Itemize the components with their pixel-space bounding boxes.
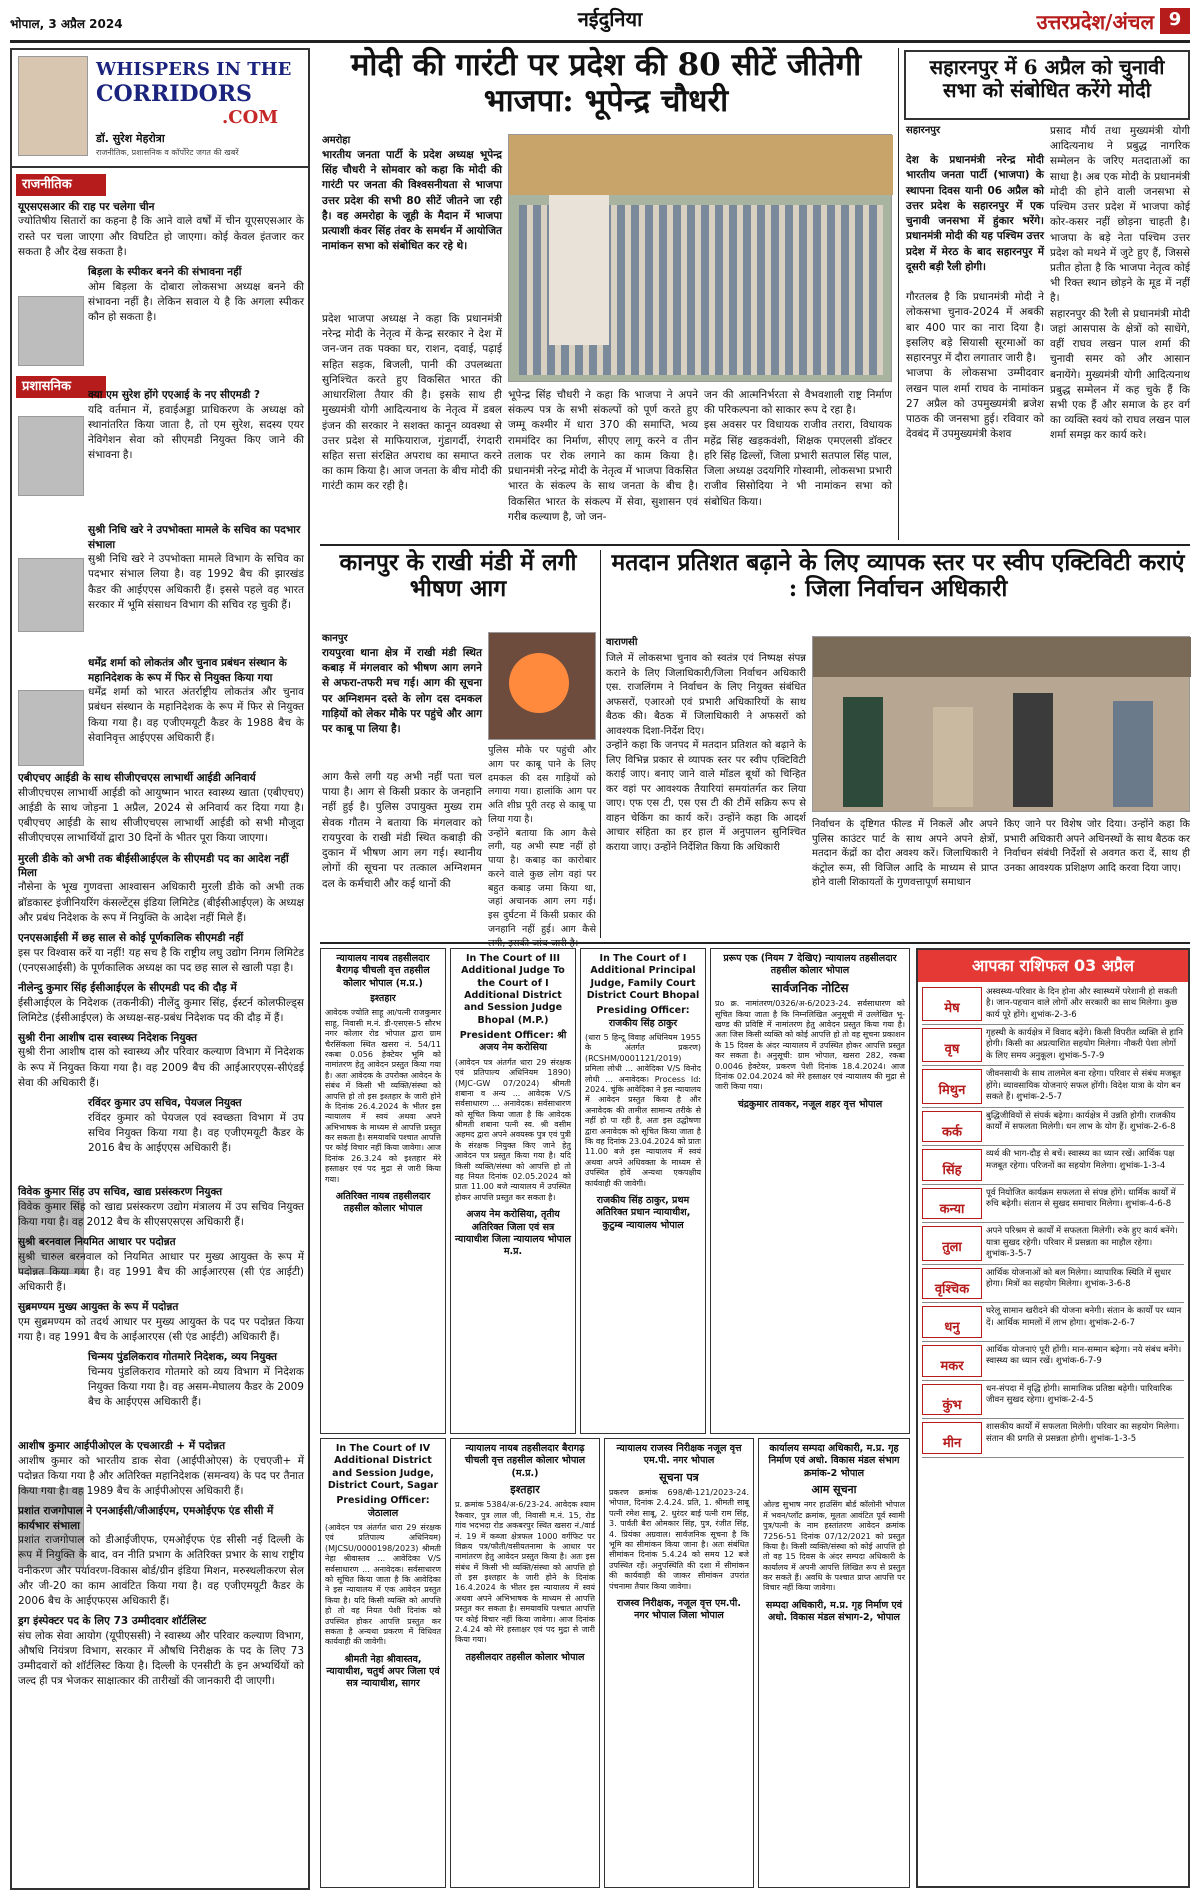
- whisper-item: सुश्री रीना आशीष दास स्वास्थ्य निदेशक नियुक्त सुश्री रीना आशीष दास को स्वास्थ्य और परिवार कल्याण विभाग में निदेशक के रूप में नियुक्त किया गया है। वह 2009 बैच की आईआरएएस-सीएंडई सेवा की अधिकारी हैं।: [18, 1031, 304, 1089]
- horoscope-title: आपका राशिफल 03 अप्रैल: [918, 950, 1188, 982]
- zodiac-sign: कुंभ धन-संपदा में वृद्धि होगी। सामाजिक प्रतिष्ठा बढ़ेगी। पारिवारिक जीवन सुखद रहेगा। शुभांक-2-4-5: [922, 1381, 1184, 1420]
- section-rule: [320, 942, 1190, 944]
- legal-notice: प्ररूप एक (नियम 7 देखिए) न्यायालय तहसीलदार तहसील कोलार भोपाल सार्वजनिक नोटिस प्रo क्र. नामांतरण/0326/अ-6/2023-24. सर्वसाधारण को सूचित किया जाता है कि निम्नलिखित अनुसूची में उल्लेखित भू-खण्ड की प्रविष्टि में नामांतरण हेतु आवेदन प्रस्तुत किया गया है। अतः जिस किसी व्यक्ति को कोई आपत्ति हो तो वह सूचना प्रकाशन के 15 दिवस के अंदर न्यायालय में उपस्थित होकर आपत्ति प्रस्तुत कर सकता है। अनुसूची: ग्राम भोपाल, खसरा 282, रकबा 0.0046 हेक्टेयर, प्रकरण पेशी दिनांक 18.4.2024। आज दिनांक 02.04.2024 को मेरे हस्ताक्षर एवं न्यायालय की मुद्रा से जारी किया गया। चंद्रकुमार तावकर, नजूल शहर वृत्त भोपाल: [710, 948, 910, 1434]
- sweep-body1: जिले में लोकसभा चुनाव को स्वतंत्र एवं निष्पक्ष संपन्न कराने के लिए जिलाधिकारी/जिला निर्वाचन अधिकारी एस. राजलिंगम ने निर्वाचन के लिए नियुक्त संबंधित अफसरों, एआरओ एवं प्रभारी अधिकारियों के साथ बैठक की। बैठक में जिलाधिकारी ने अफसरों को आवश्यक दिशा-निर्देश दिए। उन्होंने कहा कि जनपद में मतदान प्रतिशत को बढ़ाने के लिए विभिन्न प्रकार से व्यापक स्तर पर स्वीप एक्टिविटी कराई जाए। बनाए जाने वाले मॉडल बूथों को चिन्हित कर वहां पर आवश्यक तैयारियां समयांतर्गत कर लिया जाए। एफ एस टी, एस एस टी की टीमें सक्रिय रूप से वाहन चेकिंग का कार्य करें। उन्होंने कहा कि आदर्श आचार संहिता का हर हाल में अनुपालन सुनिश्चित कराया जाए। उन्होंने निर्देशित किया कि अधिकारी: [606, 653, 806, 853]
- lead-headline: मोदी की गारंटी पर प्रदेश की 80 सीटें जीतेगी भाजपा: भूपेन्द्र चौधरी: [350, 47, 862, 119]
- political-label: राजनीतिक: [16, 174, 106, 196]
- col-rule: [898, 48, 899, 540]
- whisper-item: नीलेन्दु कुमार सिंह ईसीआईएल के सीएमडी पद की दौड़ में ईसीआईएल के निदेशक (तकनीकी) नीलेंदु कुमार सिंह, ईस्टर्न कोलफील्ड्स लिमिटेड (ईसीआईएल) के अध्यक्ष-सह-प्रबंध निदेशक पद की दौड़ में हैं।: [18, 982, 304, 1024]
- whispers-column: [10, 48, 310, 1890]
- legal-notice: न्यायालय नायब तहसीलदार बैरागढ़ चीचली वृत्त तहसील कोलार भोपाल (म.प्र.) इश्तहार आवेदक ज्योति साहू आ/पत्नी राजकुमार साहू, निवासी म.नं. डी-एसएस-5 सौरभ नगर कोलार रोड भोपाल द्वारा ग्राम चैरसिंकला स्थित खसरा नं. 54/11 रकबा 0.056 हेक्टेयर भूमि को नामांतरण हेतु आवेदन प्रस्तुत किया गया है। अतः आवेदक के उपरोक्त आवेदन के संबंध में किसी भी व्यक्ति/संस्था को आपत्ति हो तो इस इश्तहार के जारी होने के दिनांक 26.4.2024 के भीतर इस न्यायालय में स्वयं अथवा अपने अभिभाषक के माध्यम से आपत्ति प्रस्तुत कर सकता है। समयावधि पश्चात आपत्ति पर कोई विचार नहीं किया जावेगा। आज दिनांक 26.3.24 को इश्तहार मेरे हस्ताक्षर एवं पद मुद्रा से जारी किया गया। अतिरिक्त नायब तहसीलदार तहसील कोलार भोपाल: [320, 948, 446, 1434]
- page-header: [10, 6, 1190, 38]
- whisper-item: बिड़ला के स्पीकर बनने की संभावना नहीं ओम बिड़ला के दोबारा लोकसभा अध्यक्ष बनने की संभावना नहीं है। लेकिन सवाल ये है कि अगला स्पीकर कौन हो सकता है।: [88, 266, 304, 324]
- kanpur-intro: रायपुरवा थाना क्षेत्र में राखी मंडी स्थित कबाड़ में मंगलवार को भीषण आग लगने से अफरा-तफरी मच गई। आग की सूचना पर अग्निशमन दस्ते के लोग दस दमकल गाड़ियों को लेकर मौके पर पहुंचे और आग पर काबू पा लिया है।: [322, 647, 482, 736]
- whisper-item: सुश्री बरनवाल नियमित आधार पर पदोन्नत सुश्री चारुल बरनवाल को नियमित आधार पर मुख्य आयुक्त के रूप में पदोन्नत किया गया है। वह 1991 बैच की आईआरएस (सी एंड आईटी) अधिकारी हैं।: [18, 1236, 304, 1293]
- sweep-body2: निर्वाचन के दृष्टिगत फील्ड में निकलें और अपने पुलिस काउंटर पार्ट के साथ अपने अपने क्षेत्रों, मतदान केंद्रों का दौरा अवश्य करें। जिलाधिकारी ने कंट्रोल रूम, सी विजिल आदि के माध्यम से प्राप्त होने वाली शिकायतों के गुणवत्तापूर्ण समाधान: [812, 819, 998, 888]
- whispers-logo-block: [12, 50, 308, 168]
- whisper-item: ड्रग इंस्पेक्टर पद के लिए 73 उम्मीदवार शॉर्टलिस्ट संघ लोक सेवा आयोग (यूपीएससी) ने स्वास्थ्य और परिवार कल्याण विभाग, औषधि नियंत्रण विभाग, सरकार में औषधि निरीक्षक के पद के लिए 73 उम्मीदवारों को शॉर्टलिस्ट किया है। दिल्ली के एनसीटी के इन अभ्यर्थियों को जल्द ही पत्र भेजकर साक्षात्कार की तारीखों की जानकारी दी जाएगी।: [18, 1615, 304, 1688]
- lead-photo: [508, 134, 892, 382]
- whisper-item: विवेक कुमार सिंह उप सचिव, खाद्य प्रसंस्करण नियुक्त विवेक कुमार सिंह को खाद्य प्रसंस्करण उद्योग मंत्रालय में उप सचिव नियुक्त किया गया है। वह 2012 बैच के सीएसएसएस अधिकारी हैं।: [18, 1186, 304, 1228]
- saharanpur-col2: प्रसाद मौर्य तथा मुख्यमंत्री योगी आदित्यनाथ ने प्रबुद्ध नागरिक सम्मेलन के जरिए मतदाताओं का साधा है। अब एक मोदी के प्रधानमंत्री मोदी की होने वाली जनसभा से पश्चिम उत्तर प्रदेश में भाजपा कोई कोर-कसर नहीं छोड़ना चाहती है। भाजपा के बड़े नेता पश्चिम उत्तर प्रदेश को मथने में जुटे हुए हैं, जिससे प्रतीत होता है कि भाजपा नेतृत्व कोई भी रिक्त स्थान छोड़ने के मूड में नहीं है। सहारनपुर की रैली से प्रधानमंत्री मोदी जहां आसपास के क्षेत्रों को साधेंगे, वहीं राघव लखन पाल शर्मा की चुनावी समर को और आसान बनायेंगे। मुख्यमंत्री योगी आदित्यनाथ प्रबुद्ध सम्मेलन में कह चुके हैं कि सभी एक हैं और समाज के हर वर्ग का व्यक्ति स्वयं को राघव लखन पाल शर्मा समझ कर कार्य करे।: [1050, 125, 1190, 442]
- sweep-headline: मतदान प्रतिशत बढ़ाने के लिए व्यापक स्तर पर स्वीप एक्टिविटी कराएं : जिला निर्वाचन अधिकारी: [611, 549, 1185, 603]
- whisper-item: धर्मेंद्र शर्मा को लोकतंत्र और चुनाव प्रबंधन संस्थान के महानिदेशक के रूप में फिर से नियुक्त किया गया धर्मेंद्र शर्मा को भारत अंतर्राष्ट्रीय लोकतंत्र और चुनाव प्रबंधन संस्थान के महानिदेशक के रूप में फिर से नियुक्त किया गया है। वह एजीएमयूटी कैडर के 1988 बैच के सेवानिवृत्त आईएएस अधिकारी हैं।: [88, 657, 304, 744]
- zodiac-sign: मकर आर्थिक योजनाएं पूरी होंगी। मान-सम्मान बढ़ेगा। नये संबंध बनेंगे। स्वास्थ्य का ध्यान रखें। शुभांक-6-7-9: [922, 1342, 1184, 1381]
- kanpur-body2: पुलिस मौके पर पहुंची और आग पर काबू पाने के लिए दमकल की दस गाड़ियों को लगाया गया। हालांकि आग पर अति शीघ्र पूरी तरह से काबू पा लिया गया है। उन्होंने बताया कि आग कैसे लगी, यह अभी स्पष्ट नहीं हो पाया है। कबाड़ का कारोबार करने वाले कुछ लोग वहां पर बहुत कबाड़ जमा किया था, जहां अचानक आग लग गई। इस दुर्घटना में किसी प्रकार की जनहानि नहीं हुई। आग कैसे: [488, 745, 596, 935]
- whisper-item: रविंदर कुमार उप सचिव, पेयजल नियुक्त रविंदर कुमार को पेयजल एवं स्वच्छता विभाग में उप सचिव नियुक्त किया गया है। वह एजीएमयूटी कैडर के 2016 बैच के आईएएस अधिकारी हैं।: [88, 1097, 304, 1155]
- zodiac-sign: मिथुन जीवनसाथी के साथ तालमेल बना रहेगा। परिवार से संबंध मजबूत होंगे। व्यावसायिक योजनाएं सफल होंगी। विदेश यात्रा के योग बन सकते हैं। शुभांक-2-5-7: [922, 1066, 1184, 1107]
- lead-body2: भूपेन्द्र सिंह चौधरी ने कहा कि भाजपा ने अपने संकल्प पत्र के सभी संकल्पों को पूर्ण करते हुए जम्मू कश्मीर में धारा 370 की समाप्ति, भव्य राममंदिर का निर्माण, सीएए लागू करने व तीन तलाक पर रोक लगाने का काम किया है। प्रधानमंत्री नरेन्द्र मोदी के नेतृत्व में भाजपा विकसित भारत के संकल्प के साथ जनता के बीच है। विकसित भारत के संकल्प में सेवा, सुशासन एवं गरीब कल्याण है, जो जन-: [508, 389, 698, 523]
- whisper-item: क्या एम सुरेश होंगे एएआई के नए सीएमडी ? यदि वर्तमान में, हवाईअड्डा प्राधिकरण के अध्यक्ष को स्थानांतरित किया जाता है, तो एम सुरेश, सदस्य एयर नेविगेशन सेवा को सीएमडी नियुक्त किए जाने की संभावना है।: [88, 389, 304, 462]
- whisper-item: एनएसआईसी में छह साल से कोई पूर्णकालिक सीएमडी नहीं इस पर विश्वास करें या नहीं! यह सच है कि राष्ट्रीय लघु उद्योग निगम लिमिटेड (एनएसआईसी) के पूर्णकालिक अध्यक्ष का पद छह साल से खाली पड़ा है।: [18, 932, 304, 974]
- whisper-item: चिन्मय पुंडलिकराव गोतमारे निदेशक, व्यय नियुक्त चिन्मय पुंडलिकराव गोतमारे को व्यय विभाग में निदेशक नियुक्त किया गया है। वह असम-मेघालय कैडर के 2009 बैच के आईएएस अधिकारी हैं।: [88, 1351, 304, 1409]
- legal-notice: कार्यालय सम्पदा अधिकारी, म.प्र. गृह निर्माण एवं अधो. विकास मंडल संभाग क्रमांक-2 भोपाल आम सूचना ओल्ड सुभाष नगर हाउसिंग बोर्ड कॉलोनी भोपाल में भवन/प्लॉट क्रमांक, मूलतः आवंटित पूर्व स्वामी पुत्र/पत्नी के नाम हस्तांतरण आवेदन क्रमांक 7256-51 दिनांक 07/12/2021 को प्रस्तुत किया है। किसी व्यक्ति/संस्था को कोई आपत्ति हो तो वह 15 दिवस के अंदर सम्पदा अधिकारी के कार्यालय में अपनी आपत्ति लिखित रूप से प्रस्तुत कर सकते हैं। अवधि के पश्चात प्राप्त आपत्ति पर विचार नहीं किया जावेगा। सम्पदा अधिकारी, म.प्र. गृह निर्माण एवं अधो. विकास मंडल संभाग-2, भोपाल: [758, 1438, 910, 1888]
- zodiac-sign: वृश्चिक आर्थिक योजनाओं को बल मिलेगा। व्यापारिक स्थिति में सुधार होगा। मित्रों का सहयोग मिलेगा। शुभांक-3-6-8: [922, 1265, 1184, 1304]
- author-photo: [18, 56, 88, 156]
- dateline: भोपाल, 3 अप्रैल 2024: [10, 17, 123, 31]
- sweep-photo: [812, 636, 1190, 812]
- whisper-item: यूएसएसआर की राह पर चलेगा चीन ज्योतिषीय सितारों का कहना है कि आने वाले वर्षों में चीन यूएसएसआर के रास्ते पर चला जाएगा और विघटित हो जाएगा। कोई केवल इंतजार कर सकता है और देख सकता है।: [18, 201, 304, 258]
- horoscope-list: [918, 982, 1188, 1460]
- legal-notice: In The Court of III Additional Judge To the Court of I Additional District and Session Judge Bhopal (M.P.) President Officer: श्री अजय नेम करोसिया (आवेदन पत्र अंतर्गत धारा 29 संरक्षक एवं प्रतिपाल्य अधिनियम 1890) (MJC-GW 07/2024) श्रीमती शबाना व अन्य ... आवेदक V/S सर्वसाधारण ... अनावेदक। सर्वसाधारण को सूचित किया जाता है कि आवेदक श्रीमती शबाना पत्नी स्व. श्री वसीम अहमद द्वारा अपने अवयस्क पुत्र एवं पुत्री के संरक्षक नियुक्त किए जाने हेतु आवेदन पत्र प्रस्तुत किया गया है। यदि किसी व्यक्ति/संस्था को आपत्ति हो तो वह नियत दिनांक 02.05.2024 को प्रातः 11.00 बजे न्यायालय में उपस्थित होकर आपत्ति प्रस्तुत कर सकता है। अजय नेम करोसिया, तृतीय अतिरिक्त जिला एवं सत्र न्यायाधीश जिला न्यायालय भोपाल म.प्र.: [450, 948, 576, 1434]
- col-rule: [600, 550, 601, 938]
- lead-dateline: अमरोहा: [322, 135, 351, 146]
- legal-notice: In The Court of IV Additional District and Session Judge, District Court, Sagar Presiding Officer: जेठालाल (आवेदन पत्र अंतर्गत धारा 29 संरक्षक एवं प्रतिपाल्य अधिनियम) (MJCSU/0000198/2023) श्रीमती नेहा श्रीवास्तव ... आवेदिका V/S सर्वसाधारण ... अनावेदक। सर्वसाधारण को सूचित किया जाता है कि आवेदिका ने इस न्यायालय में एक आवेदन प्रस्तुत किया है। यदि किसी व्यक्ति को आपत्ति हो तो वह नियत पेशी दिनांक को उपस्थित होकर आपत्ति प्रस्तुत कर सकता है अन्यथा प्रकरण में विधिवत कार्यवाही की जावेगी। श्रीमती नेहा श्रीवास्तव, न्यायाधीश, चतुर्थ अपर जिला एवं सत्र न्यायाधीश, सागर: [320, 1438, 446, 1888]
- sweep-dateline: वाराणसी: [606, 637, 638, 648]
- section-rule: [320, 544, 1190, 546]
- masthead: नईदुनिया: [577, 7, 643, 31]
- legal-notice: In The Court of I Additional Principal Judge, Family Court District Court Bhopal Presiding Officer: राजकीय सिंह ठाकुर (धारा 5 हिन्दू विवाह अधिनियम 1955 के अंतर्गत प्रकरण) (RCSHM/0001121/2019) प्रमिला लोधी ... आवेदिका V/S विनोद लोधी ... अनावेदक। Process Id: 2024. चूंकि आवेदिका ने इस न्यायालय में आवेदन प्रस्तुत किया है और अनावेदक की तामील सामान्य तरीके से नहीं हो पा रही है, अतः इस उद्घोषणा द्वारा अनावेदक को सूचित किया जाता है कि वह दिनांक 23.04.2024 को प्रातः 11.00 बजे इस न्यायालय में स्वयं अथवा अपने अधिवक्ता के माध्यम से उपस्थित होवें अन्यथा एकपक्षीय कार्यवाही की जावेगी। राजकीय सिंह ठाकुर, प्रथम अतिरिक्त प्रधान न्यायाधीश, कुटुम्ब न्यायालय भोपाल: [580, 948, 706, 1434]
- saharanpur-headline-box: [904, 50, 1190, 120]
- tagline: राजनीतिक, प्रशासनिक व कॉर्पोरेट जगत की खबरें: [96, 148, 239, 157]
- logo-line2: CORRIDORS: [96, 81, 252, 107]
- zodiac-sign: कर्क बुद्धिजीवियों से संपर्क बढ़ेगा। कार्यक्षेत्र में उन्नति होगी। राजकीय कार्यों में सफलता मिलेगी। धन लाभ के योग हैं। शुभांक-2-6-8: [922, 1108, 1184, 1147]
- whisper-item: प्रशांत राजगोपाल ने एनआईसी/जीआईएम, एमओईएफ एंड सीसी में कार्यभार संभाला प्रशांत राजगोपाल को डीआईजीएफ, एमओईएफ एंड सीसी नई दिल्ली के रूप में नियुक्ति के बाद, वन नीति प्रभाग के अतिरिक्त प्रभार के साथ राष्ट्रीय वनीकरण और पर्यावरण-विकास बोर्ड/ग्रीन इंडिया मिशन, मरुस्थलीकरण सेल और जी-20 का काम आवंटित किया गया है। वह एजीएमयूटी कैडर के 2006 बैच के आईएफएस अधिकारी हैं।: [18, 1505, 304, 1608]
- zodiac-sign: सिंह व्यर्थ की भाग-दौड़ से बचें। स्वास्थ्य का ध्यान रखें। आर्थिक पक्ष मजबूत रहेगा। परिजनों का सहयोग मिलेगा। शुभांक-1-3-4: [922, 1146, 1184, 1185]
- whispers-items: [18, 200, 304, 1886]
- kanpur-dateline: कानपुर: [322, 633, 348, 644]
- admin-label: प्रशासनिक: [16, 376, 106, 398]
- zodiac-sign: कन्या पूर्व नियोजित कार्यक्रम सफलता से संपन्न होंगे। धार्मिक कार्यों में रुचि बढ़ेगी। संतान से सुखद समाचार मिलेगा। शुभांक-4-6-8: [922, 1185, 1184, 1224]
- zodiac-sign: तुला अपने परिश्रम से कार्यों में सफलता मिलेगी। रुके हुए कार्य बनेंगे। यात्रा सुखद रहेगी। परिवार में प्रसन्नता का माहौल रहेगा। शुभांक-3-5-7: [922, 1223, 1184, 1264]
- zodiac-sign: वृष गृहस्थी के कार्यक्षेत्र में विवाद बढ़ेंगे। किसी विपरीत व्यक्ति से हानि होगी। किसी का अप्रत्याशित सहयोग मिलेगा। नौकरी पेशा लोगों के लिए समय अनुकूल। शुभांक-5-7-9: [922, 1025, 1184, 1066]
- page-number: 9: [1160, 8, 1190, 34]
- whisper-item: एबीएचए आईडी के साथ सीजीएचएस लाभार्थी आईडी अनिवार्य सीजीएचएस लाभार्थी आईडी को आयुष्मान भारत स्वास्थ्य खाता (एबीएचए) आईडी के साथ जोड़ना 1 अप्रैल, 2024 से अनिवार्य कर दिया गया है। एबीएचए आईडी के साथ सीजीएचएस लाभार्थी आईडी को सभी मौजूदा सीजीएचएस लाभार्थियों द्वारा 30 दिनों के भीतर पूरा किया जाएगा।: [18, 772, 304, 845]
- saharanpur-headline: सहारनपुर में 6 अप्रैल को चुनावी सभा को संबोधित करेंगे मोदी: [929, 55, 1165, 102]
- whisper-item: सुब्रमण्यम मुख्य आयुक्त के रूप में पदोन्नत एम सुब्रमण्यम को तदर्थ आधार पर मुख्य आयुक्त के पद पर पदोन्नत किया गया है। वह 1991 बैच के आईआरएस (सी एंड आईटी) अधिकारी हैं।: [18, 1301, 304, 1343]
- legal-notice: न्यायालय राजस्व निरीक्षक नजूल वृत्त एम.पी. नगर भोपाल सूचना पत्र प्रकरण क्रमांक 698/बी-121/2023-24. भोपाल, दिनांक 2.4.24. प्रति, 1. श्रीमती साबू पत्नी रमेश साबू, 2. धुरंदर बाई पत्नी राम सिंह, 3. पार्वती बैरा ओमकार सिंह, पुत्र, रंजीत सिंह, 4. प्रियंका अग्रवाल। सार्वजनिक सूचना है कि भूमि का सीमांकन किया जाना है। अतः संबंधित सीमांकन दिनांक 5.4.24 को समय 12 बजे उपस्थित रहें। अनुपस्थिति की दशा में सीमांकन की कार्यवाही की जाकर सीमांकन उपरांत पंचनामा तैयार किया जावेगा। राजस्व निरीक्षक, नजूल वृत्त एम.पी. नगर भोपाल जिला भोपाल: [604, 1438, 754, 1888]
- horoscope-box: [916, 948, 1190, 1888]
- saharanpur-dateline: सहारनपुर: [906, 125, 941, 136]
- whisper-item: आशीष कुमार आईपीओएल के एचआरडी + में पदोन्नत आशीष कुमार को भारतीय डाक सेवा (आईपीओएस) के एचएजी+ में पदोन्नत किया गया है और अतिरिक्त महानिदेशक (समन्वय) के पद पर तैनात किया गया है। वह 1989 बैच के आईपीओएस अधिकारी हैं।: [18, 1440, 304, 1498]
- legal-notice: न्यायालय नायब तहसीलदार बैरागढ़ चीचली वृत्त तहसील कोलार भोपाल (म.प्र.) इश्तहार प्र. क्रमांक 5384/अ-6/23-24. आवेदक श्याम रैकवार, पुत्र लाल जी, निवासी म.नं. 15, रोड गांव भदभदा रोड अकबरपुर स्थित खसरा नं./वार्ड नं. 19 में कब्जा क्षेत्रफल 1000 वर्गफिट पर विक्रय पत्र/फौती/वसीयतनामा के आधार पर नामांतरण हेतु आवेदन प्रस्तुत किया है। अतः इस संबंध में किसी भी व्यक्ति/संस्था को आपत्ति हो तो इस इश्तहार के जारी होने के दिनांक 16.4.2024 के भीतर इस न्यायालय में स्वयं अथवा अपने अभिभाषक के माध्यम से आपत्ति प्रस्तुत कर सकता है। समयावधि पश्चात आपत्ति पर कोई विचार नहीं किया जावेगा। आज दिनांक 2.4.24 को मेरे हस्ताक्षर एवं पद मुद्रा से जारी किया गया। तहसीलदार तहसील कोलार भोपाल: [450, 1438, 600, 1888]
- section-label: उत्तरप्रदेश/अंचल: [1036, 10, 1154, 34]
- byline: डॉ. सुरेश मेहरोत्रा: [96, 132, 165, 145]
- lead-intro: भारतीय जनता पार्टी के प्रदेश अध्यक्ष भूपेन्द्र सिंह चौधरी ने सोमवार को कहा कि मोदी की गारंटी पर जनता की विश्वसनीयता से भाजपा उत्तर प्रदेश की सभी 80 सीटें जीतने जा रही है। वह अमरोहा के जूही के मैदान में भाजपा प्रत्याशी कंवर सिंह तंवर के समर्थन में आयोजित नामांकन सभा को संबोधित कर रहे थे।: [322, 149, 502, 253]
- sweep-headline-wrap: [606, 550, 1190, 630]
- lead-headline-wrap: [320, 48, 892, 130]
- saharanpur-col1: देश के प्रधानमंत्री नरेन्द्र मोदी भारतीय जनता पार्टी (भाजपा) के स्थापना दिवस यानी 06 अप्रैल को उत्तर प्रदेश के सहारनपुर में एक चुनावी जनसभा में हुंकार भरेंगे। प्रधानमंत्री मोदी की यह पश्चिम उत्तर प्रदेश में मेरठ के बाद सहारनपुर में दूसरी बड़ी रैली होगी। गौरतलब है कि प्रधानमंत्री मोदी ने लोकसभा चुनाव-2024 में अबकी बार 400 पार का नारा दिया है। इसलिए बड़े सियासी सूरमाओं का सहारनपुर में दौरा लगातार जारी है। भाजपा के लोकसभा उम्मीदवार लखन पाल शर्मा राघव के नामांकन 27 अप्रैल को उपमुख्यमंत्री ब्रजेश पाठक की जनसभा हुई। रविवार को देवबंद में उपमुख्यमंत्री केशव: [906, 154, 1044, 441]
- logo-line1: WHISPERS IN THE: [96, 59, 292, 80]
- header-rule: [10, 40, 1190, 43]
- kanpur-body1: आग कैसे लगी यह अभी नहीं पता चल पाया है। आग से किसी प्रकार के जनहानि नहीं हुई है। पुलिस उपायुक्त मुख्य राम सेवक गौतम ने बताया कि मंगलवार को रायपुरवा के राखी मंडी स्थित कबाड़ी की दुकान में भीषण आग लग गई। स्थानीय लोगों की सूचना पर तत्काल अग्निशमन दल के कर्मचारी और कई थानों की: [322, 771, 482, 890]
- fire-photo: [488, 632, 596, 740]
- whisper-item: मुरली डीके को अभी तक बीईसीआईएल के सीएमडी पद का आदेश नहीं मिला नौसेना के भूख गुणवत्ता आश्वासन अधिकारी मुरली डीके को अभी तक ब्रॉडकास्ट इंजीनियरिंग कंसल्टेंट्स इंडिया लिमिटेड (बीईसीआईएल) के अध्यक्ष और प्रबंध निदेशक के रूप में नियुक्ति के आदेश नहीं मिले हैं।: [18, 852, 304, 924]
- sweep-body3: किए जाने पर विशेष जोर दिया। उन्होंने कहा कि प्रभारी अधिकारी अपने अधिनस्थों के साथ बैठक कर निर्वाचन संबंधी निर्देशों से अवगत करा दें, साथ ही उनका आवश्यक प्रशिक्षण आदि करवा दिया जाए।: [1004, 819, 1190, 874]
- zodiac-sign: मीन शासकीय कार्यों में सफलता मिलेगी। परिवार का सहयोग मिलेगा। संतान की प्रगति से प्रसन्नता होगी। शुभांक-1-3-5: [922, 1419, 1184, 1458]
- zodiac-sign: धनु घरेलू सामान खरीदने की योजना बनेगी। संतान के कार्यों पर ध्यान दें। आर्थिक मामलों में लाभ होगा। शुभांक-2-6-7: [922, 1303, 1184, 1342]
- kanpur-headline-wrap: [320, 550, 596, 630]
- zodiac-sign: मेष अस्वस्थ्य-परिवार के दिन होना और स्वास्थ्यमें परेशानी हो सकती है। जान-पहचान वाले लोगों और सरकारी का साथ मिलेगा। कुछ कार्य पूरे होंगे। शुभांक-2-3-6: [922, 984, 1184, 1025]
- logo-line3: .COM: [222, 107, 279, 128]
- kanpur-headline: कानपुर के राखी मंडी में लगी भीषण आग: [339, 549, 577, 603]
- lead-body3: जन की आत्मनिर्भरता से वैभवशाली राष्ट्र निर्माण की परिकल्पना को साकार रूप दे रहा है। इस अवसर पर विधायक राजीव तरारा, विधायक महेंद्र सिंह खड़कवंशी, शिक्षक एमएलसी डॉक्टर हरि सिंह ढिल्लों, जिला प्रभारी सतपाल सिंह पाल, जिला अध्यक्ष उदयगिरि गोस्वामी, लोकसभा प्रभारी राजीव सिसोदिया ने भी नामांकन सभा को संबोधित किया।: [704, 389, 892, 508]
- lead-body1: प्रदेश भाजपा अध्यक्ष ने कहा कि प्रधानमंत्री नरेन्द्र मोदी के नेतृत्व में केन्द्र सरकार ने देश में जन-जन तक पक्का घर, राशन, दवाई, पढ़ाई सहित सड़क, बिजली, पानी की उपलब्धता सुनिश्चित करते हुए विकसित भारत की आधारशिला तैयार की है। इसके साथ ही मुख्यमंत्री योगी आदित्यनाथ के नेतृत्व में डबल इंजन की सरकार ने सशक्त कानून व्यवस्था से उत्तर प्रदेश से माफियाराज, गुंडागर्दी, रंगदारी सहित सत्ता संरक्षित अपराध का समाप्त करने का काम किया है। आज जनता के बीच मोदी की गारंटी काम कर रही है।: [322, 313, 502, 493]
- whisper-item: सुश्री निधि खरे ने उपभोक्ता मामले के सचिव का पदभार संभाला सुश्री निधि खरे ने उपभोक्ता मामले विभाग के सचिव का पदभार संभाल लिया है। वह 1992 बैच की झारखंड कैडर की आईएएस अधिकारी हैं। इससे पहले वह भारत सरकार में भूमि संसाधन विभाग की सचिव रह चुकी हैं।: [88, 524, 304, 611]
